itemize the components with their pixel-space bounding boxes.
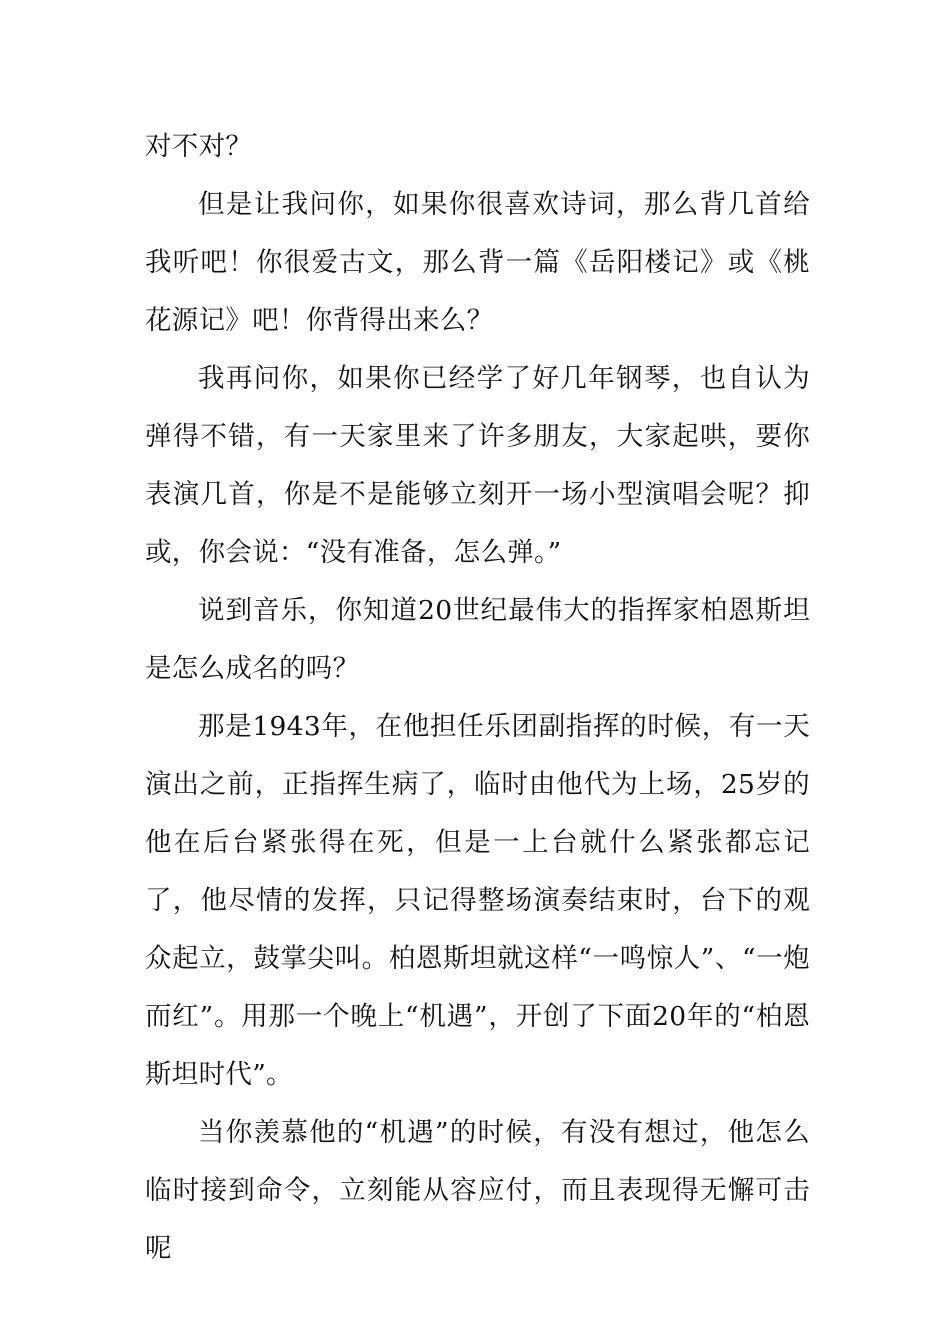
- paragraph-music-intro: 说到音乐，你知道20世纪最伟大的指挥家柏恩斯坦是怎么成名的吗？: [145, 595, 810, 684]
- paragraph-bernstein-story: 那是1943年，在他担任乐团副指挥的时候，有一天演出之前，正指挥生病了，临时由他代为上场，25岁的他在后台紧张得在死，但是一上台就什么紧张都忘记了，他尽情的发挥，只记得整场演奏结束时，台下的观众起立，鼓掌尖叫。柏恩斯坦就这样“一鸣惊人”、“一炮而红”。用那一个晚上“机遇”，开创了下面20年的“柏恩斯坦时代”。: [145, 711, 810, 1090]
- paragraph-continuation: 对不对？: [145, 131, 253, 162]
- paragraph-piano-question: 我再问你，如果你已经学了好几年钢琴，也自认为弹得不错，有一天家里来了许多朋友，大家起哄，要你表演几首，你是不是能够立刻开一场小型演唱会呢？抑或，你会说：“没有准备，怎么弹。”: [145, 363, 810, 568]
- document-body: [145, 118, 810, 1278]
- paragraph-opportunity-question: 当你羡慕他的“机遇”的时候，有没有想过，他怎么临时接到命令，立刻能从容应付，而且表现得无懈可击呢: [145, 1117, 810, 1264]
- paragraph-poetry-question: 但是让我问你，如果你很喜欢诗词，那么背几首给我听吧！你很爱古文，那么背一篇《岳阳楼记》或《桃花源记》吧！你背得出来么？: [145, 189, 810, 336]
